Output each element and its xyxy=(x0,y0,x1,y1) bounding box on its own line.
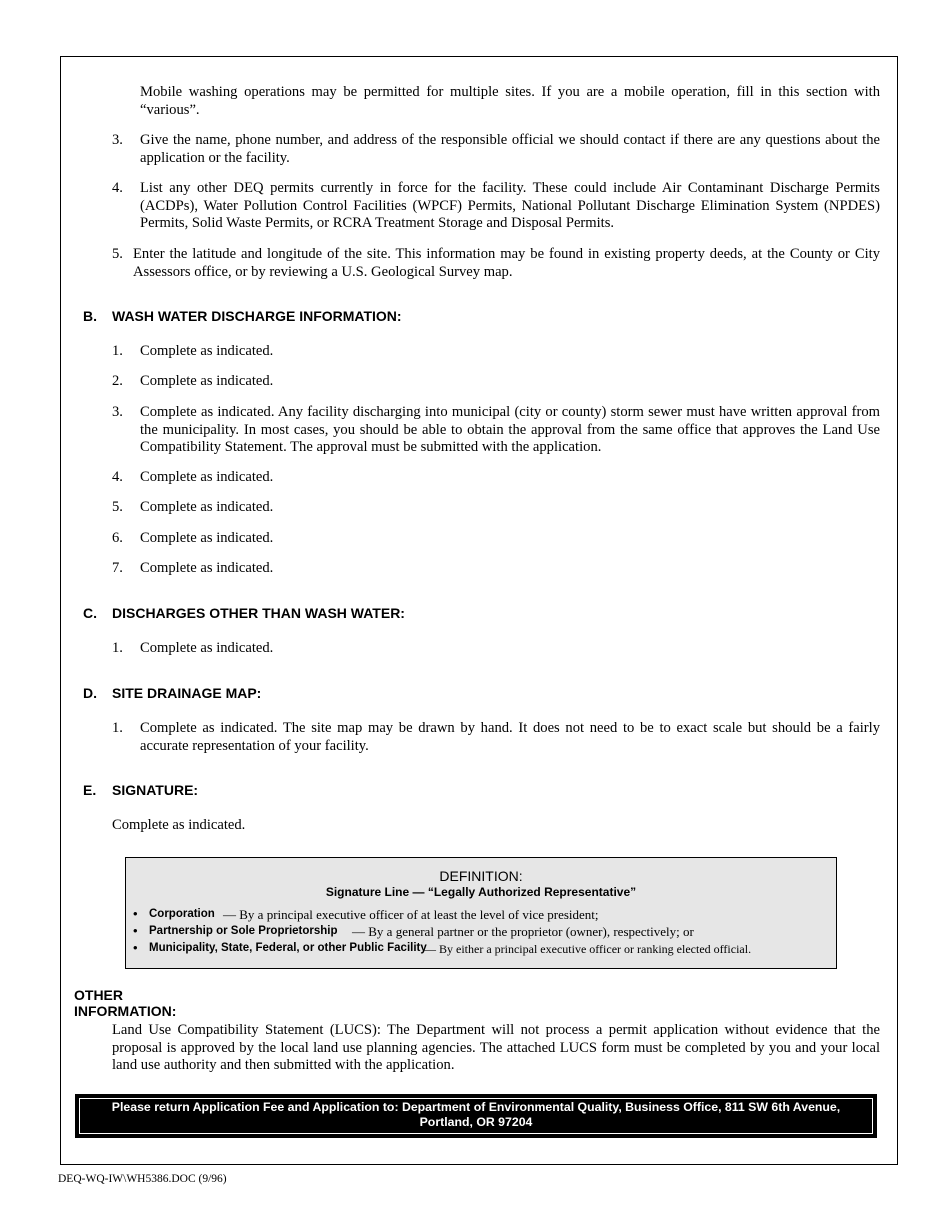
item-d1: 1. Complete as indicated. The site map may be drawn by hand. It does not need to be to exact scale but should be a fairly accurate representation of your facility. xyxy=(112,720,880,754)
item-number: 4. xyxy=(112,180,123,196)
definition-subtitle: Signature Line — “Legally Authorized Representative” xyxy=(325,885,637,899)
item-number: 3. xyxy=(112,132,123,148)
item-b7: 7. Complete as indicated. xyxy=(112,560,274,576)
bullet-icon: • xyxy=(133,940,138,955)
mobile-operations-note: Mobile washing operations may be permitted for multiple sites. If you are a mobile operation, fill in this section with “various”. xyxy=(140,84,880,118)
item-text: Enter the latitude and longitude of the site. This information may be found in existing property deeds, at the County or City Assessors office, or by reviewing a U.S. Geological Survey map. xyxy=(133,246,880,280)
item-a3 xyxy=(112,132,880,167)
item-text: Give the name, phone number, and address of the responsible official we should contact if there are any questions about the application or the facility. xyxy=(140,132,880,166)
return-address-box xyxy=(75,1094,877,1138)
item-b4: 4. Complete as indicated. xyxy=(112,469,274,485)
document-footer: DEQ-WQ-IW\WH5386.DOC (9/96) xyxy=(58,1173,227,1185)
signature-instruction: Complete as indicated. xyxy=(112,817,246,833)
lucs-paragraph: Land Use Compatibility Statement (LUCS): The Department will not process a permit application without evidence that the proposal is approved by the local land use planning agencies. The attached LUCS form must be completed by you and your local land use authority and then submitted with the application. xyxy=(112,1022,880,1073)
item-a5 xyxy=(112,246,880,281)
return-address-text: Please return Application Fee and Application to: Department of Environmental Quality, Business Office, 811 SW 6th Avenue, Portland, OR 97204 xyxy=(111,1100,841,1129)
item-number: 5. xyxy=(112,246,123,262)
item-b5: 5. Complete as indicated. xyxy=(112,499,274,515)
item-b6: 6. Complete as indicated. xyxy=(112,530,274,546)
bullet-icon: • xyxy=(133,923,138,938)
definition-title: DEFINITION: xyxy=(439,868,523,884)
item-c1: 1. Complete as indicated. xyxy=(112,640,274,656)
definition-box: DEFINITION: Signature Line — “Legally Authorized Representative” • Corporation — By a principal executive officer of at least the level of vice president; • Partnership or Sole Proprietorship — By a general partner or the proprietor (owner), respectively; or • Municipality, State, Federal, or other Public Facility — By either a principal executive officer or ranking elected official. xyxy=(125,857,837,969)
item-b2: 2. Complete as indicated. xyxy=(112,373,274,389)
item-text: List any other DEQ permits currently in force for the facility. These could include Air Contaminant Discharge Permits (ACDPs), Water Pollution Control Facilities (WPCF) Permits, National Pollutant Discharge Elimination System (NPDES) Permits, Solid Waste Permits, or RCRA Treatment Storage and Disposal Permits. xyxy=(140,180,880,231)
item-b3: 3. Complete as indicated. Any facility discharging into municipal (city or county) storm sewer must have written approval from the municipality. In most cases, you should be able to obtain the approval from the same office that approves the Land Use Compatibility Statement. The approval must be submitted with the application. xyxy=(112,404,880,455)
bullet-icon: • xyxy=(133,906,138,921)
item-b1: 1. Complete as indicated. xyxy=(112,343,274,359)
item-a4 xyxy=(112,180,880,233)
